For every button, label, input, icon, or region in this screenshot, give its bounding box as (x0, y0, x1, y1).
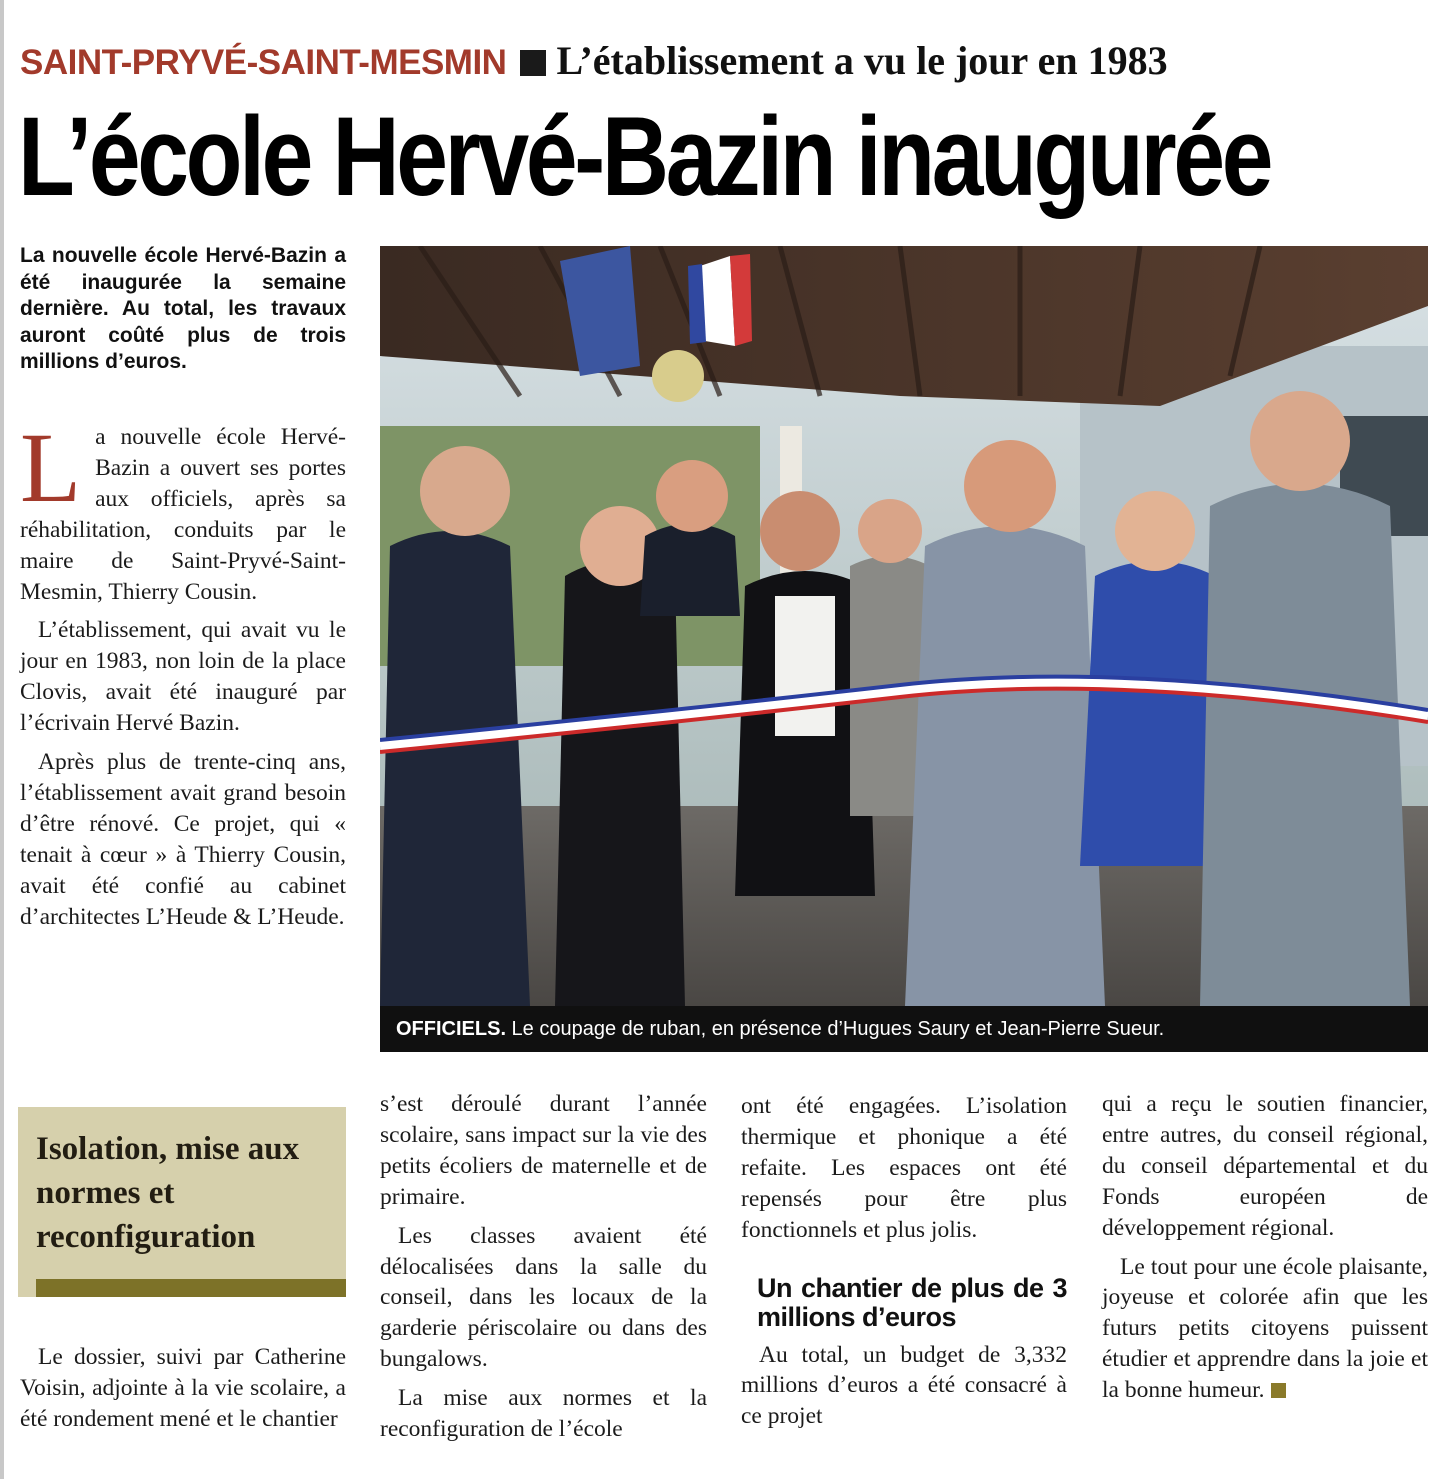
ribbon-cutting-illustration (380, 246, 1428, 1006)
sidebox-title: Isolation, mise aux normes et reconfiguration (36, 1131, 300, 1255)
lede: La nouvelle école Hervé-Bazin a été inaugurée la semaine dernière. Au total, les travaux auront coûté plus de trois millions d’euros. (20, 244, 346, 373)
black-square-icon (520, 50, 546, 76)
sidebox (18, 1107, 346, 1297)
paragraph-3: Après plus de trente-cinq ans, l’établissement avait grand besoin d’être rénové. Ce projet, qui « tenait à cœur » à Thierry Cousin, avait été confié au cabinet d’architectes L’Heude & L’Heude. (20, 749, 346, 930)
paragraph-2: L’établissement, qui avait vu le jour en 1983, non loin de la place Clovis, avait été inauguré par l’écrivain Hervé Bazin. (20, 617, 346, 737)
subheading: Un chantier de plus de 3 millions d’euros (757, 1272, 1067, 1332)
caption-text: Le coupage de ruban, en présence d’Hugues Saury et Jean-Pierre Sueur. (506, 1018, 1165, 1040)
kicker-text: L’établissement a vu le jour en 1983 (556, 38, 1168, 83)
page-left-rule (0, 0, 4, 1479)
paragraph-6: Les classes avaient été délocalisées dans la salle du conseil, dans les locaux de la garderie périscolaire ou dans des bungalows. (380, 1222, 707, 1373)
end-mark-icon (1271, 1383, 1286, 1398)
paragraph-11-text: Le tout pour une école plaisante, joyeuse et colorée afin que les futurs petits citoyens puissent étudier et apprendre dans la joie et la bonne humeur. (1102, 1253, 1428, 1404)
dropcap: L (20, 412, 82, 523)
kicker-place: SAINT-PRYVÉ-SAINT-MESMIN (20, 43, 507, 82)
article-column-1-continued (20, 1342, 346, 1443)
article-column-2 (380, 1089, 707, 1453)
sidebox-accent-bar (36, 1279, 346, 1297)
paragraph-7: La mise aux normes et la reconfiguration de l’école (380, 1385, 707, 1443)
paragraph-10: qui a reçu le soutien financier, entre autres, du conseil régional, du conseil départemental et du Fonds européen de développement régional. (1102, 1091, 1428, 1241)
article-column-3 (741, 1091, 1067, 1440)
photo-caption (380, 1006, 1428, 1052)
headline: L’école Hervé-Bazin inaugurée (18, 94, 1271, 219)
kicker-line (20, 34, 1168, 90)
paragraph-1 (20, 412, 346, 607)
paragraph-11 (1102, 1252, 1428, 1407)
article-column-1 (20, 412, 346, 941)
inauguration-photo (380, 246, 1428, 1006)
paragraph-9: Au total, un budget de 3,332 millions d’euros a été consacré à ce projet (741, 1341, 1067, 1430)
paragraph-1-text: a nouvelle école Hervé-Bazin a ouvert ses portes aux officiels, après sa réhabilitation, conduits par le maire de Saint-Pryvé-Saint-Mesmin, Thierry Cousin. (20, 424, 346, 605)
paragraph-4: Le dossier, suivi par Catherine Voisin, adjointe à la vie scolaire, a été rondement mené et le chantier (20, 1344, 346, 1432)
caption-label: OFFICIELS. (396, 1018, 506, 1040)
paragraph-8: ont été engagées. L’isolation thermique et phonique a été refaite. Les espaces ont été repensés pour être plus fonctionnels et plus jolis. (741, 1093, 1067, 1243)
paragraph-5: s’est déroulé durant l’année scolaire, sans impact sur la vie des petits écoliers de maternelle et de primaire. (380, 1091, 707, 1210)
article-column-4 (1102, 1089, 1428, 1414)
